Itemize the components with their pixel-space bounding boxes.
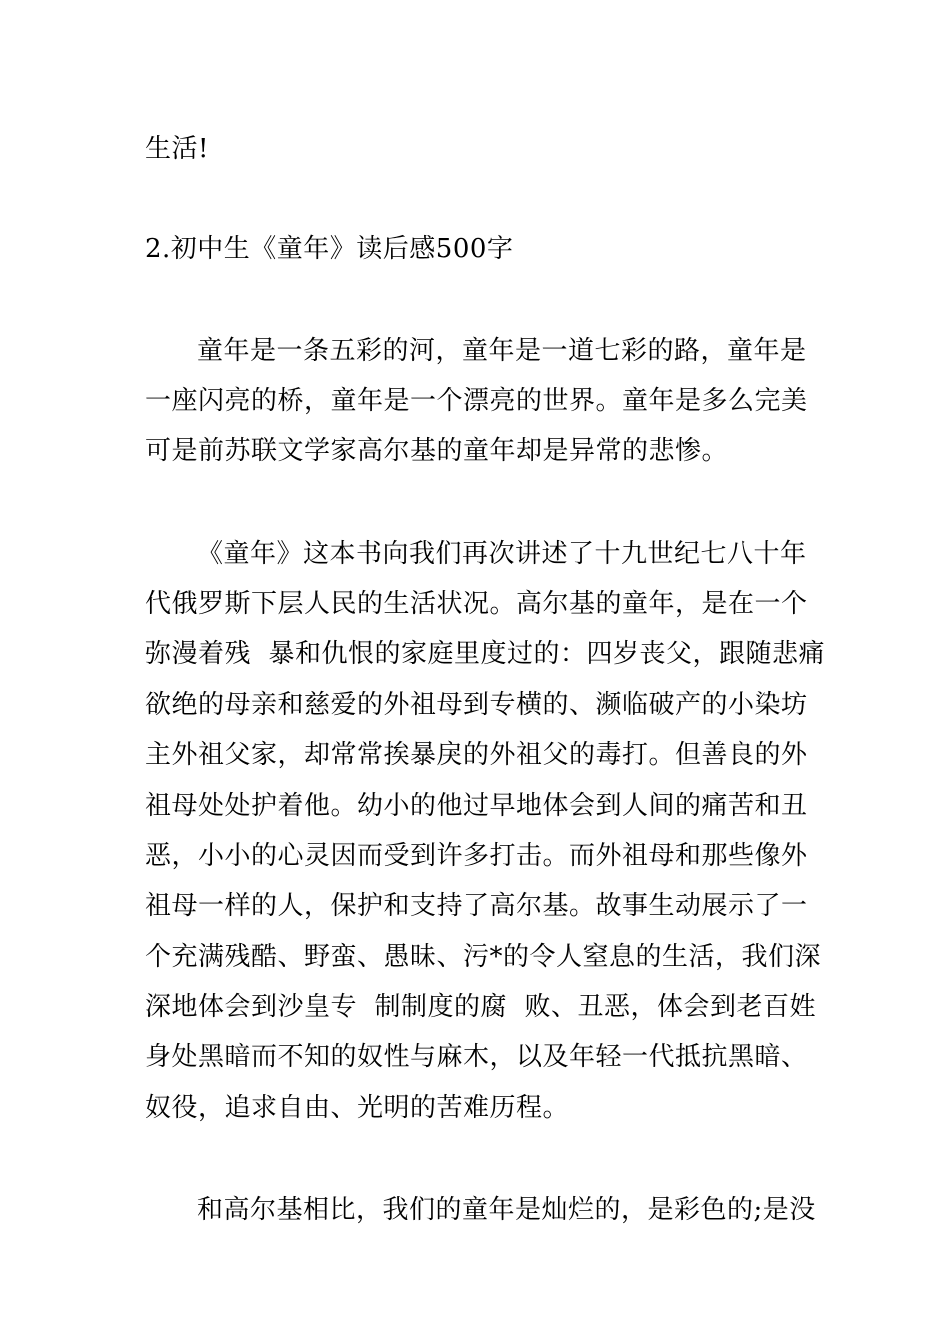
text-line: 深地体会到沙皇专 制制度的腐 败、丑恶，体会到老百姓 (145, 992, 817, 1022)
text-line: 童年是一条五彩的河，童年是一道七彩的路，童年是 (197, 336, 807, 366)
text-line: 可是前苏联文学家高尔基的童年却是异常的悲惨。 (145, 436, 729, 466)
text-line: 身处黑暗而不知的奴性与麻木，以及年轻一代抵抗黑暗、 (145, 1042, 808, 1072)
text-line: 恶，小小的心灵因而受到许多打击。而外祖母和那些像外 (145, 841, 808, 871)
text-line: 欲绝的母亲和慈爱的外祖母到专横的、濒临破产的小染坊 (145, 690, 808, 720)
text-line: 祖母一样的人，保护和支持了高尔基。故事生动展示了一 (145, 891, 808, 921)
text-line: 和高尔基相比，我们的童年是灿烂的，是彩色的;是没 (197, 1195, 816, 1225)
text-line: 《童年》这本书向我们再次讲述了十九世纪七八十年 (197, 539, 807, 569)
text-line: 奴役，追求自由、光明的苦难历程。 (145, 1093, 570, 1123)
text-line: 弥漫着残 暴和仇恨的家庭里度过的：四岁丧父，跟随悲痛 (145, 639, 826, 669)
text-line: 主外祖父家，却常常挨暴戾的外祖父的毒打。但善良的外 (145, 740, 808, 770)
text-line: 生活! (145, 134, 209, 164)
text-line: 个充满残酷、野蛮、愚昧、污*的令人窒息的生活，我们深 (145, 942, 822, 972)
text-line: 一座闪亮的桥，童年是一个漂亮的世界。童年是多么完美 (145, 386, 808, 416)
text-line: 代俄罗斯下层人民的生活状况。高尔基的童年，是在一个 (145, 589, 808, 619)
text-line: 祖母处处护着他。幼小的他过早地体会到人间的痛苦和丑 (145, 791, 808, 821)
section-heading: 2.初中生《童年》读后感500字 (145, 234, 514, 264)
